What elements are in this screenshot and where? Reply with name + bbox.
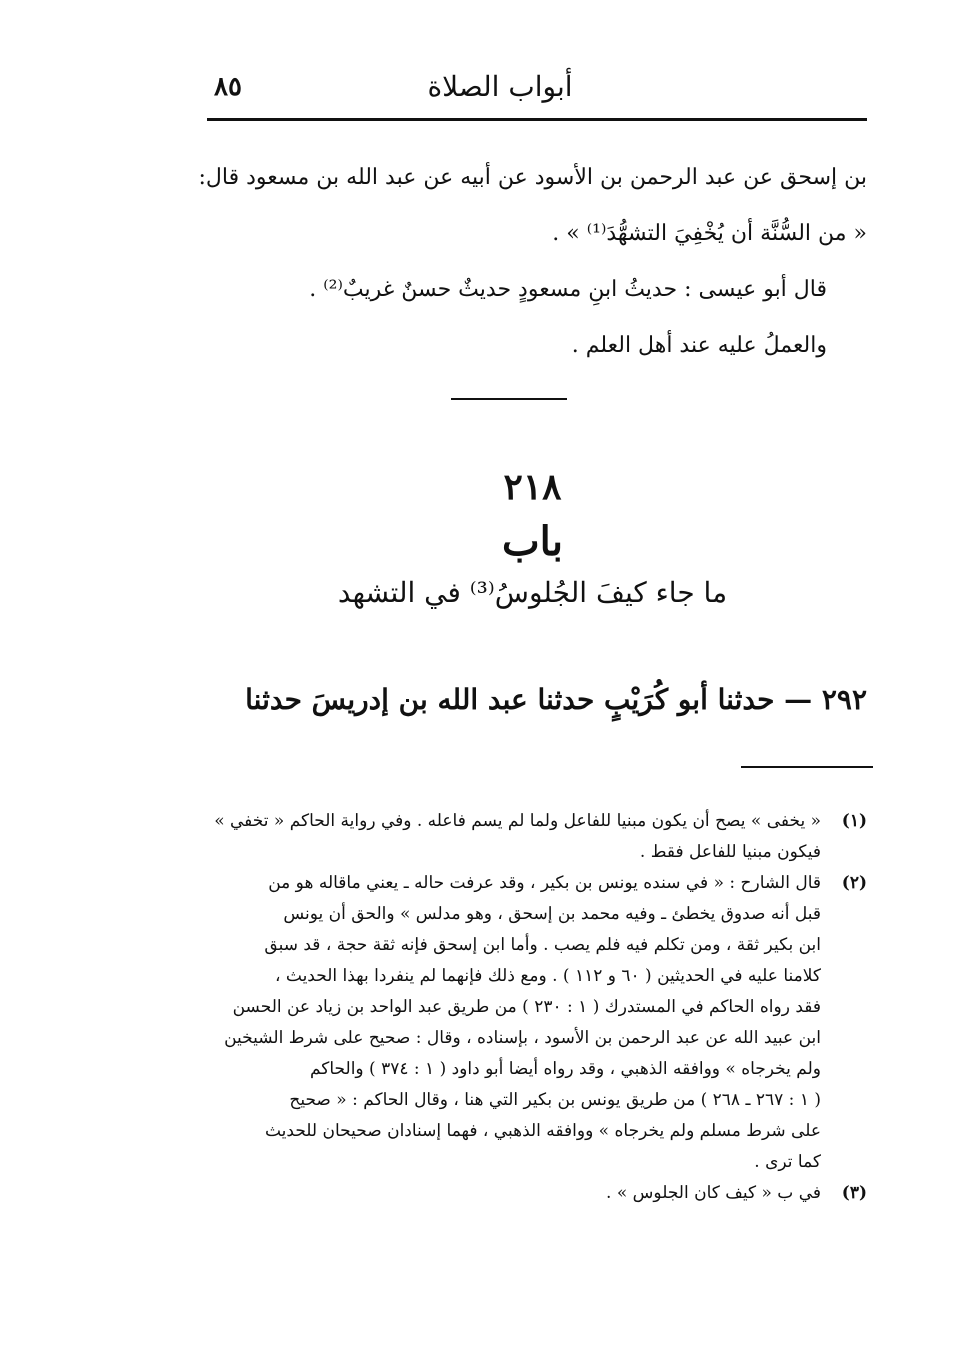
running-title: أبواب الصلاة	[427, 70, 573, 103]
chapter-number: ٢١٨	[503, 466, 562, 508]
main-text	[198, 150, 867, 374]
footnote-number: (١)	[841, 811, 867, 831]
footnote-line: « يخفى » يصح أن يكون مبنيا للفاعل ولما لم يسم فاعله . وفي رواية الحاكم « تخفي »	[214, 811, 821, 831]
footnote-line: ابن بكير ثقة ، ومن تكلم فيه فلم يصب . وأما ابن إسحق فإنه ثقة حجة ، قد سبق	[264, 935, 821, 955]
footnotes	[207, 806, 867, 1209]
footnote-line: قبل أنه صدوق يخطئ ـ وفيه محمد بن إسحق ، وهو مدلس » والحق أن يونس	[283, 904, 821, 924]
footnote-line: قال الشارح : « في سنده يونس بن بكير ، وقد عرفت حاله ـ يعني ماقاله هو من	[268, 873, 821, 893]
main-text-line: بن إسحق عن عبد الرحمن بن الأسود عن أبيه عن عبد الله بن مسعود قال:	[198, 165, 867, 190]
footnote-line: كلامنا عليه في الحديثين ( ٦٠ و ١١٢ ) . ومع ذلك فإنهما لم ينفردا بهذا الحديث ،	[274, 966, 821, 986]
hadith-opening-line: ٢٩٢ — حدثنا أبو كُرَيْبٍ حدثنا عبد الله بن إدريسَ حدثنا	[245, 683, 867, 716]
chapter-title: ما جاء كيفَ الجُلوسُ⁽³⁾ في التشهد	[337, 576, 728, 609]
footnote-number: (٣)	[841, 1183, 867, 1203]
footnote-rule	[741, 766, 873, 768]
main-text-line: قال أبو عيسى : حديثُ ابنِ مسعودٍ حديثٌ حسنٌ غريبٌ⁽²⁾ .	[309, 277, 827, 302]
footnote-line: في ب « كيف كان الجلوس » .	[606, 1183, 821, 1203]
footnote-3	[207, 1178, 867, 1209]
main-text-line: والعملُ عليه عند أهل العلم .	[571, 333, 827, 358]
page-number: ٨٥	[214, 72, 242, 102]
footnote-line: كما ترى .	[754, 1152, 821, 1172]
footnote-1	[207, 806, 867, 868]
footnote-line: ابن عبيد الله عن عبد الرحمن بن الأسود ، بإسناده ، وقال : صحيح على شرط الشيخين	[224, 1028, 821, 1048]
section-separator	[451, 398, 567, 400]
footnote-number: (٢)	[841, 873, 867, 893]
footnote-2	[207, 868, 867, 1178]
footnote-line: فقد رواه الحاكم في المستدرك ( ١ : ٢٣٠ ) من طريق عبد الواحد بن زياد عن الحسن	[232, 997, 821, 1017]
footnote-line: على شرط مسلم ولم يخرجاه » ووافقه الذهبي ، فهما إسنادان صحيحان للحديث	[264, 1121, 821, 1141]
header-rule	[207, 118, 867, 121]
footnote-line: ولم يخرجاه » ووافقه الذهبي ، وقد رواه أيضا أبو داود ( ١ : ٣٧٤ ) والحاكم	[309, 1059, 821, 1079]
main-text-line: « من السُّنَّة أن يُخْفِيَ التشهُّدَ⁽¹⁾ » .	[552, 221, 867, 246]
chapter-word: باب	[502, 518, 563, 565]
footnote-line: فيكون مبنيا للفاعل فقط .	[639, 842, 821, 862]
footnote-line: ( ١ : ٢٦٧ ـ ٢٦٨ ) من طريق يونس بن بكير التي هنا ، وقال الحاكم : « صحيح	[289, 1090, 821, 1110]
